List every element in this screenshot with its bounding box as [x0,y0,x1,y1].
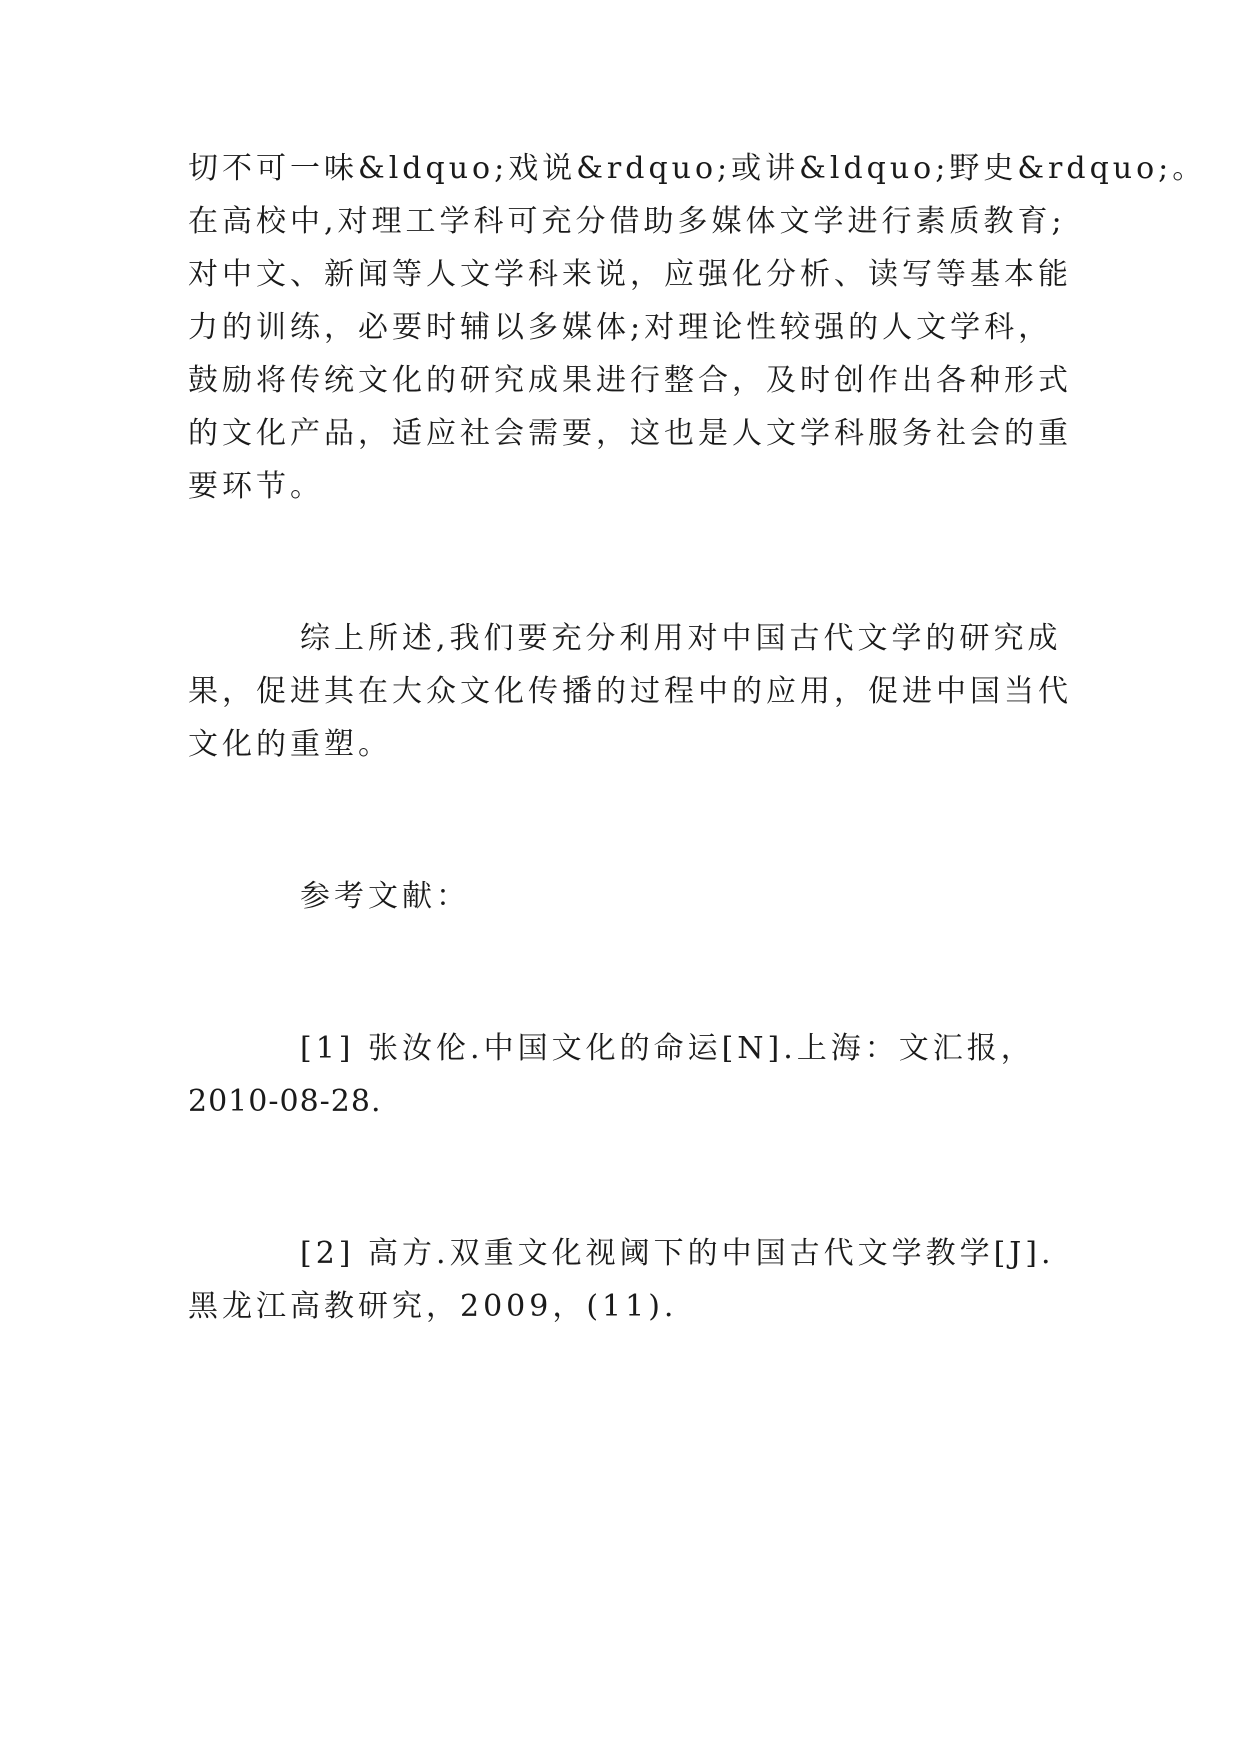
reference-line: 黑龙江高教研究，2009，(11). [188,1289,678,1324]
paragraph-line: 要环节。 [188,469,324,504]
reference-line: [1] 张汝伦.中国文化的命运[N].上海：文汇报， [300,1031,1035,1066]
paragraph-line: 对中文、新闻等人文学科来说，应强化分析、读写等基本能 [188,257,1072,292]
paragraph-line: 力的训练，必要时辅以多媒体;对理论性较强的人文学科， [188,310,1053,345]
paragraph-line: 鼓励将传统文化的研究成果进行整合，及时创作出各种形式 [188,363,1072,398]
paragraph-line: 的文化产品，适应社会需要，这也是人文学科服务社会的重 [188,416,1072,451]
references-heading: 参考文献： [300,879,470,914]
paragraph-line: 切不可一味&ldquo;戏说&rdquo;或讲&ldquo;野史&rdquo;。 [188,151,1207,186]
paragraph-line: 综上所述,我们要充分利用对中国古代文学的研究成 [300,621,1062,656]
reference-line: 2010-08-28. [188,1084,382,1119]
reference-line: [2] 高方.双重文化视阈下的中国古代文学教学[J]. [300,1236,1055,1271]
paragraph-line: 在高校中,对理工学科可充分借助多媒体文学进行素质教育; [188,204,1066,239]
paragraph-line: 果，促进其在大众文化传播的过程中的应用，促进中国当代 [188,674,1072,709]
paragraph-line: 文化的重塑。 [188,727,392,762]
